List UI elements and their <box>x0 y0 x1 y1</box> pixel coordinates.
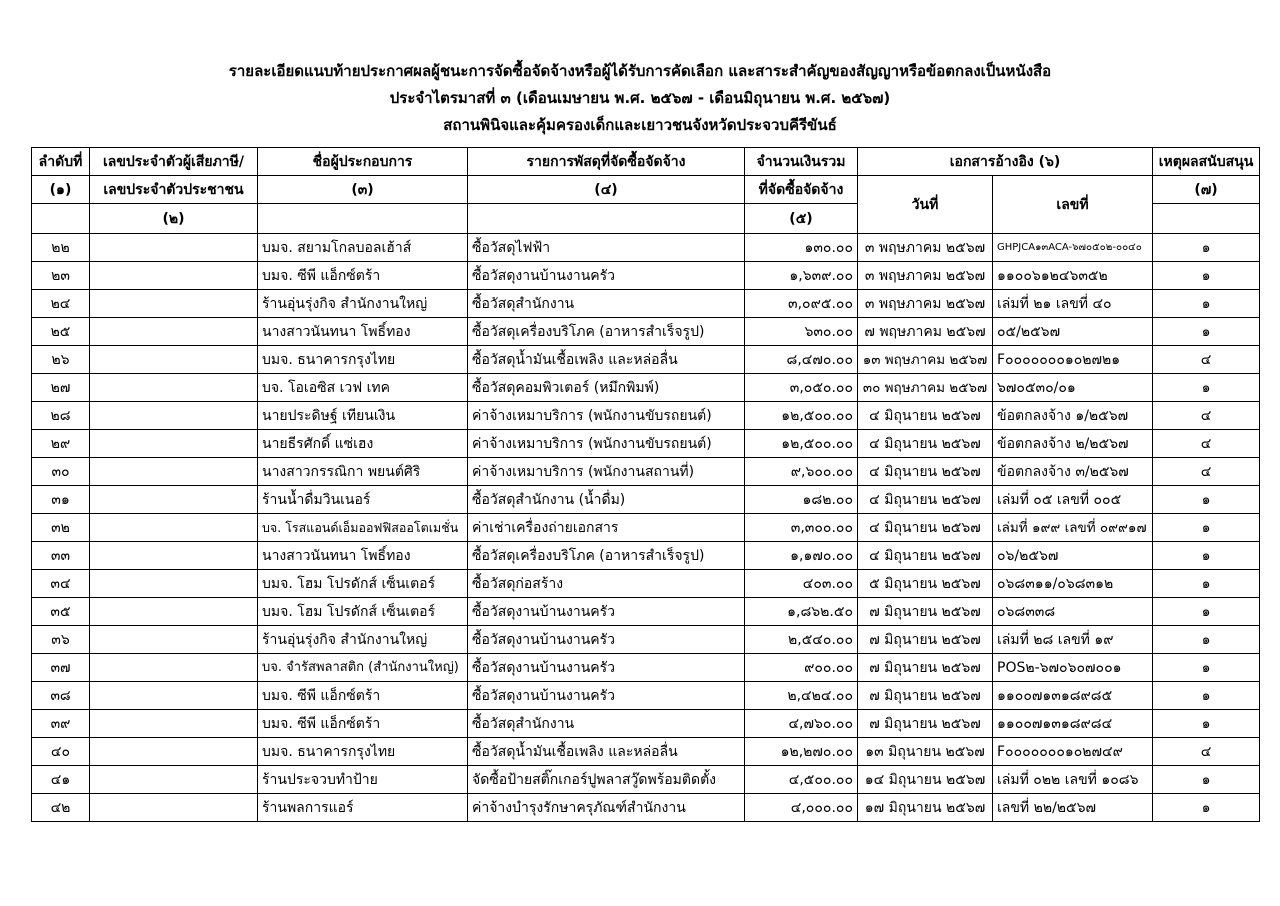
cell-reason: ๔ <box>1153 738 1260 766</box>
cell-vendor: บมจ. ซีพี แอ็กซ์ตร้า <box>258 710 468 738</box>
document-subtitle-period: ประจำไตรมาสที่ ๓ (เดือนเมษายน พ.ศ. ๒๕๖๗ - เดือนมิถุนายน พ.ศ. ๒๕๖๗) <box>389 89 891 107</box>
cell-no: ๒๓ <box>32 262 90 290</box>
table-row <box>32 654 1260 682</box>
cell-amount: ๓,๐๙๕.๐๐ <box>745 290 858 318</box>
cell-ref-date: ๓ พฤษภาคม ๒๕๖๗ <box>858 262 993 290</box>
table-row <box>32 514 1260 542</box>
cell-ref-date: ๑๓ มิถุนายน ๒๕๖๗ <box>858 738 993 766</box>
cell-reason: ๑ <box>1153 794 1260 822</box>
cell-reason: ๑ <box>1153 514 1260 542</box>
cell-no: ๒๕ <box>32 318 90 346</box>
table-row <box>32 374 1260 402</box>
cell-reason: ๑ <box>1153 570 1260 598</box>
cell-vendor: บมจ. โฮม โปรดักส์ เซ็นเตอร์ <box>258 570 468 598</box>
cell-amount: ๙,๖๐๐.๐๐ <box>745 458 858 486</box>
cell-amount: ๑,๘๖๒.๕๐ <box>745 598 858 626</box>
cell-no: ๔๑ <box>32 766 90 794</box>
table-body <box>32 234 1260 822</box>
header-reason-blank <box>1153 204 1260 234</box>
header-vendor-code: (๓) <box>258 176 468 204</box>
cell-item: ซื้อวัสดุงานบ้านงานครัว <box>468 626 745 654</box>
cell-vendor: ร้านพลการแอร์ <box>258 794 468 822</box>
cell-vendor: ร้านอุ่นรุ่งกิจ สำนักงานใหญ่ <box>258 626 468 654</box>
cell-no: ๓๖ <box>32 626 90 654</box>
cell-amount: ๘,๔๗๐.๐๐ <box>745 346 858 374</box>
cell-no: ๓๒ <box>32 514 90 542</box>
cell-item: ซื้อวัสดุงานบ้านงานครัว <box>468 262 745 290</box>
cell-taxid <box>90 458 258 486</box>
header-amount-line2: ที่จัดซื้อจัดจ้าง <box>745 176 858 204</box>
document-subtitle-agency: สถานพินิจและคุ้มครองเด็กและเยาวชนจังหวัดประจวบคีรีขันธ์ <box>443 116 837 134</box>
cell-no: ๓๕ <box>32 598 90 626</box>
cell-ref-date: ๓๐ พฤษภาคม ๒๕๖๗ <box>858 374 993 402</box>
table-row <box>32 290 1260 318</box>
cell-amount: ๓,๐๕๐.๐๐ <box>745 374 858 402</box>
cell-taxid <box>90 234 258 262</box>
cell-taxid <box>90 598 258 626</box>
cell-ref-number: GHPJCA๑๓ACA-๖๗๐๕๐๒-๐๐๔๐ <box>993 234 1153 262</box>
cell-taxid <box>90 486 258 514</box>
cell-reason: ๔ <box>1153 458 1260 486</box>
table-row <box>32 766 1260 794</box>
cell-ref-date: ๔ มิถุนายน ๒๕๖๗ <box>858 458 993 486</box>
cell-vendor: บมจ. ซีพี แอ็กซ์ตร้า <box>258 262 468 290</box>
cell-no: ๓๗ <box>32 654 90 682</box>
cell-amount: ๙๐๐.๐๐ <box>745 654 858 682</box>
cell-amount: ๑๒,๕๐๐.๐๐ <box>745 430 858 458</box>
cell-ref-number: ๐๖๘๓๑๑/๐๖๘๓๑๒ <box>993 570 1153 598</box>
cell-no: ๓๑ <box>32 486 90 514</box>
cell-reason: ๑ <box>1153 598 1260 626</box>
cell-item: ซื้อวัสดุงานบ้านงานครัว <box>468 598 745 626</box>
cell-vendor: บมจ. ธนาคารกรุงไทย <box>258 738 468 766</box>
cell-taxid <box>90 514 258 542</box>
cell-item: ซื้อวัสดุน้ำมันเชื้อเพลิง และหล่อลื่น <box>468 346 745 374</box>
cell-reason: ๑ <box>1153 318 1260 346</box>
cell-item: ค่าเช่าเครื่องถ่ายเอกสาร <box>468 514 745 542</box>
header-ref-date: วันที่ <box>858 176 993 234</box>
cell-item: ซื้อวัสดุงานบ้านงานครัว <box>468 682 745 710</box>
header-amount-code: (๕) <box>745 204 858 234</box>
cell-amount: ๒,๔๒๔.๐๐ <box>745 682 858 710</box>
cell-ref-number: POS๒-๖๗๐๖๐๗๐๐๑ <box>993 654 1153 682</box>
header-reference-group: เอกสารอ้างอิง (๖) <box>858 148 1153 176</box>
cell-reason: ๑ <box>1153 542 1260 570</box>
cell-ref-number: ๑๑๐๐๖๑๒๔๖๓๕๒ <box>993 262 1153 290</box>
cell-vendor: บจ. โรสแอนด์เอ็มออฟฟิสออโตเมชั่น <box>258 514 468 542</box>
cell-no: ๓๓ <box>32 542 90 570</box>
cell-reason: ๑ <box>1153 654 1260 682</box>
cell-taxid <box>90 682 258 710</box>
cell-reason: ๑ <box>1153 262 1260 290</box>
cell-vendor: บจ. โอเอซิส เวฟ เทค <box>258 374 468 402</box>
cell-vendor: ร้านประจวบทำป้าย <box>258 766 468 794</box>
table-row <box>32 346 1260 374</box>
cell-ref-number: ๐๖๘๓๓๘ <box>993 598 1153 626</box>
cell-no: ๒๘ <box>32 402 90 430</box>
header-taxid-code: (๒) <box>90 204 258 234</box>
cell-no: ๓๔ <box>32 570 90 598</box>
cell-item: ค่าจ้างเหมาบริการ (พนักงานสถานที่) <box>468 458 745 486</box>
cell-ref-number: ๑๑๐๐๗๑๓๑๘๙๘๔ <box>993 710 1153 738</box>
cell-ref-number: ข้อตกลงจ้าง ๓/๒๕๖๗ <box>993 458 1153 486</box>
cell-no: ๓๙ <box>32 710 90 738</box>
cell-item: ซื้อวัสดุก่อสร้าง <box>468 570 745 598</box>
table-row <box>32 234 1260 262</box>
header-reason-code: (๗) <box>1153 176 1260 204</box>
cell-ref-date: ๗ มิถุนายน ๒๕๖๗ <box>858 626 993 654</box>
cell-reason: ๔ <box>1153 430 1260 458</box>
cell-vendor: ร้านน้ำดื่มวินเนอร์ <box>258 486 468 514</box>
cell-taxid <box>90 430 258 458</box>
cell-vendor: นายประดิษฐ์ เทียนเงิน <box>258 402 468 430</box>
cell-taxid <box>90 374 258 402</box>
header-taxid: เลขประจำตัวผู้เสียภาษี/ <box>90 148 258 176</box>
cell-reason: ๑ <box>1153 766 1260 794</box>
header-item-code: (๔) <box>468 176 745 204</box>
cell-item: ซื้อวัสดุน้ำมันเชื้อเพลิง และหล่อลื่น <box>468 738 745 766</box>
cell-taxid <box>90 626 258 654</box>
cell-taxid <box>90 402 258 430</box>
cell-item: ค่าจ้างบำรุงรักษาครุภัณฑ์สำนักงาน <box>468 794 745 822</box>
cell-reason: ๑ <box>1153 682 1260 710</box>
cell-taxid <box>90 318 258 346</box>
cell-item: ค่าจ้างเหมาบริการ (พนักงานขับรถยนต์) <box>468 430 745 458</box>
cell-ref-date: ๗ มิถุนายน ๒๕๖๗ <box>858 654 993 682</box>
cell-ref-number: เล่มที่ ๐๕ เลขที่ ๐๐๕ <box>993 486 1153 514</box>
cell-amount: ๒,๕๔๐.๐๐ <box>745 626 858 654</box>
cell-item: ซื้อวัสดุเครื่องบริโภค (อาหารสำเร็จรูป) <box>468 542 745 570</box>
cell-taxid <box>90 738 258 766</box>
cell-vendor: นางสาวนันทนา โพธิ์ทอง <box>258 318 468 346</box>
table-row <box>32 598 1260 626</box>
table-row <box>32 738 1260 766</box>
cell-no: ๔๐ <box>32 738 90 766</box>
cell-ref-number: เล่มที่ ๒๘ เลขที่ ๑๙ <box>993 626 1153 654</box>
table-row <box>32 430 1260 458</box>
cell-item: ซื้อวัสดุคอมพิวเตอร์ (หมึกพิมพ์) <box>468 374 745 402</box>
table-header <box>32 148 1260 234</box>
cell-item: จัดซื้อป้ายสติ๊กเกอร์ปูพลาสวู๊ดพร้อมติดตั้ง <box>468 766 745 794</box>
cell-amount: ๔,๗๖๐.๐๐ <box>745 710 858 738</box>
cell-ref-number: เลขที่ ๒๒/๒๕๖๗ <box>993 794 1153 822</box>
cell-ref-date: ๔ มิถุนายน ๒๕๖๗ <box>858 430 993 458</box>
cell-ref-number: F๐๐๐๐๐๐๐๑๐๒๗๒๑ <box>993 346 1153 374</box>
cell-vendor: ร้านอุ่นรุ่งกิจ สำนักงานใหญ่ <box>258 290 468 318</box>
cell-vendor: บจ. จำรัสพลาสติก (สำนักงานใหญ่) <box>258 654 468 682</box>
header-item-blank <box>468 204 745 234</box>
header-taxid-line2: เลขประจำตัวประชาชน <box>90 176 258 204</box>
header-no-blank <box>32 204 90 234</box>
cell-ref-date: ๗ มิถุนายน ๒๕๖๗ <box>858 598 993 626</box>
cell-item: ซื้อวัสดุงานบ้านงานครัว <box>468 654 745 682</box>
cell-ref-number: เล่มที่ ๑๙๙ เลขที่ ๐๙๙๑๗ <box>993 514 1153 542</box>
cell-ref-date: ๔ มิถุนายน ๒๕๖๗ <box>858 542 993 570</box>
cell-amount: ๑๒,๒๗๐.๐๐ <box>745 738 858 766</box>
cell-taxid <box>90 710 258 738</box>
header-vendor-blank <box>258 204 468 234</box>
header-amount: จำนวนเงินรวม <box>745 148 858 176</box>
header-vendor: ชื่อผู้ประกอบการ <box>258 148 468 176</box>
header-item: รายการพัสดุที่จัดซื้อจัดจ้าง <box>468 148 745 176</box>
header-no-code: (๑) <box>32 176 90 204</box>
cell-ref-date: ๑๓ พฤษภาคม ๒๕๖๗ <box>858 346 993 374</box>
cell-ref-date: ๓ พฤษภาคม ๒๕๖๗ <box>858 290 993 318</box>
cell-ref-date: ๗ มิถุนายน ๒๕๖๗ <box>858 682 993 710</box>
cell-ref-number: ๐๖/๒๕๖๗ <box>993 542 1153 570</box>
cell-reason: ๑ <box>1153 290 1260 318</box>
cell-amount: ๑๒,๕๐๐.๐๐ <box>745 402 858 430</box>
cell-amount: ๑,๖๓๙.๐๐ <box>745 262 858 290</box>
cell-no: ๒๙ <box>32 430 90 458</box>
header-no: ลำดับที่ <box>32 148 90 176</box>
cell-reason: ๔ <box>1153 346 1260 374</box>
cell-amount: ๔๐๓.๐๐ <box>745 570 858 598</box>
header-ref-number: เลขที่ <box>993 176 1153 234</box>
cell-no: ๒๔ <box>32 290 90 318</box>
cell-reason: ๔ <box>1153 402 1260 430</box>
cell-ref-date: ๔ มิถุนายน ๒๕๖๗ <box>858 402 993 430</box>
cell-taxid <box>90 290 258 318</box>
cell-vendor: บมจ. ซีพี แอ็กซ์ตร้า <box>258 682 468 710</box>
cell-ref-date: ๓ พฤษภาคม ๒๕๖๗ <box>858 234 993 262</box>
cell-ref-number: ๑๑๐๐๗๑๓๑๘๙๘๕ <box>993 682 1153 710</box>
cell-no: ๒๖ <box>32 346 90 374</box>
table-row <box>32 486 1260 514</box>
cell-reason: ๑ <box>1153 710 1260 738</box>
header-reason: เหตุผลสนับสนุน <box>1153 148 1260 176</box>
cell-amount: ๑,๑๗๐.๐๐ <box>745 542 858 570</box>
table-row <box>32 318 1260 346</box>
cell-no: ๒๒ <box>32 234 90 262</box>
table-row <box>32 682 1260 710</box>
cell-ref-number: ข้อตกลงจ้าง ๑/๒๕๖๗ <box>993 402 1153 430</box>
cell-ref-date: ๔ มิถุนายน ๒๕๖๗ <box>858 514 993 542</box>
cell-amount: ๔,๕๐๐.๐๐ <box>745 766 858 794</box>
cell-ref-date: ๕ มิถุนายน ๒๕๖๗ <box>858 570 993 598</box>
cell-ref-number: ๐๕/๒๕๖๗ <box>993 318 1153 346</box>
cell-ref-date: ๑๗ มิถุนายน ๒๕๖๗ <box>858 794 993 822</box>
cell-ref-date: ๑๔ มิถุนายน ๒๕๖๗ <box>858 766 993 794</box>
cell-ref-date: ๔ มิถุนายน ๒๕๖๗ <box>858 486 993 514</box>
table-row <box>32 262 1260 290</box>
cell-no: ๓๐ <box>32 458 90 486</box>
table-row <box>32 794 1260 822</box>
cell-ref-number: ๖๗๐๕๓๐/๐๑ <box>993 374 1153 402</box>
cell-reason: ๑ <box>1153 234 1260 262</box>
cell-amount: ๑๓๐.๐๐ <box>745 234 858 262</box>
cell-ref-number: เล่มที่ ๐๒๒ เลขที่ ๑๐๘๖ <box>993 766 1153 794</box>
table-row <box>32 710 1260 738</box>
cell-vendor: นางสาวนันทนา โพธิ์ทอง <box>258 542 468 570</box>
document-title-block <box>0 58 1280 139</box>
cell-no: ๒๗ <box>32 374 90 402</box>
table-row <box>32 626 1260 654</box>
cell-item: ซื้อวัสดุเครื่องบริโภค (อาหารสำเร็จรูป) <box>468 318 745 346</box>
cell-item: ซื้อวัสดุสำนักงาน (น้ำดื่ม) <box>468 486 745 514</box>
cell-vendor: บมจ. ธนาคารกรุงไทย <box>258 346 468 374</box>
cell-taxid <box>90 542 258 570</box>
table-row <box>32 542 1260 570</box>
cell-amount: ๖๓๐.๐๐ <box>745 318 858 346</box>
cell-item: ซื้อวัสดุสำนักงาน <box>468 290 745 318</box>
cell-ref-number: ข้อตกลงจ้าง ๒/๒๕๖๗ <box>993 430 1153 458</box>
cell-taxid <box>90 654 258 682</box>
cell-taxid <box>90 794 258 822</box>
cell-vendor: นางสาวกรรณิกา พยนต์ศิริ <box>258 458 468 486</box>
cell-vendor: บมจ. สยามโกลบอลเฮ้าส์ <box>258 234 468 262</box>
cell-ref-number: F๐๐๐๐๐๐๐๑๐๒๗๔๙ <box>993 738 1153 766</box>
cell-ref-date: ๗ พฤษภาคม ๒๕๖๗ <box>858 318 993 346</box>
cell-amount: ๑๘๒.๐๐ <box>745 486 858 514</box>
cell-vendor: บมจ. โฮม โปรดักส์ เซ็นเตอร์ <box>258 598 468 626</box>
table-row <box>32 402 1260 430</box>
cell-reason: ๑ <box>1153 486 1260 514</box>
cell-taxid <box>90 570 258 598</box>
table-row <box>32 458 1260 486</box>
cell-taxid <box>90 262 258 290</box>
cell-vendor: นายธีรศักดิ์ แซ่เฮง <box>258 430 468 458</box>
cell-amount: ๔,๐๐๐.๐๐ <box>745 794 858 822</box>
cell-item: ซื้อวัสดุสำนักงาน <box>468 710 745 738</box>
document-title: รายละเอียดแนบท้ายประกาศผลผู้ชนะการจัดซื้อจัดจ้างหรือผู้ได้รับการคัดเลือก และสาระสำคัญของสัญญาหรือข้อตกลงเป็นหนังสือ <box>228 62 1052 80</box>
cell-taxid <box>90 766 258 794</box>
cell-no: ๔๒ <box>32 794 90 822</box>
cell-amount: ๓,๓๐๐.๐๐ <box>745 514 858 542</box>
table-row <box>32 570 1260 598</box>
cell-item: ซื้อวัสดุไฟฟ้า <box>468 234 745 262</box>
cell-reason: ๑ <box>1153 374 1260 402</box>
cell-item: ค่าจ้างเหมาบริการ (พนักงานขับรถยนต์) <box>468 402 745 430</box>
procurement-table <box>31 147 1260 822</box>
cell-reason: ๑ <box>1153 626 1260 654</box>
cell-no: ๓๘ <box>32 682 90 710</box>
cell-ref-date: ๗ มิถุนายน ๒๕๖๗ <box>858 710 993 738</box>
cell-taxid <box>90 346 258 374</box>
cell-ref-number: เล่มที่ ๒๑ เลขที่ ๔๐ <box>993 290 1153 318</box>
